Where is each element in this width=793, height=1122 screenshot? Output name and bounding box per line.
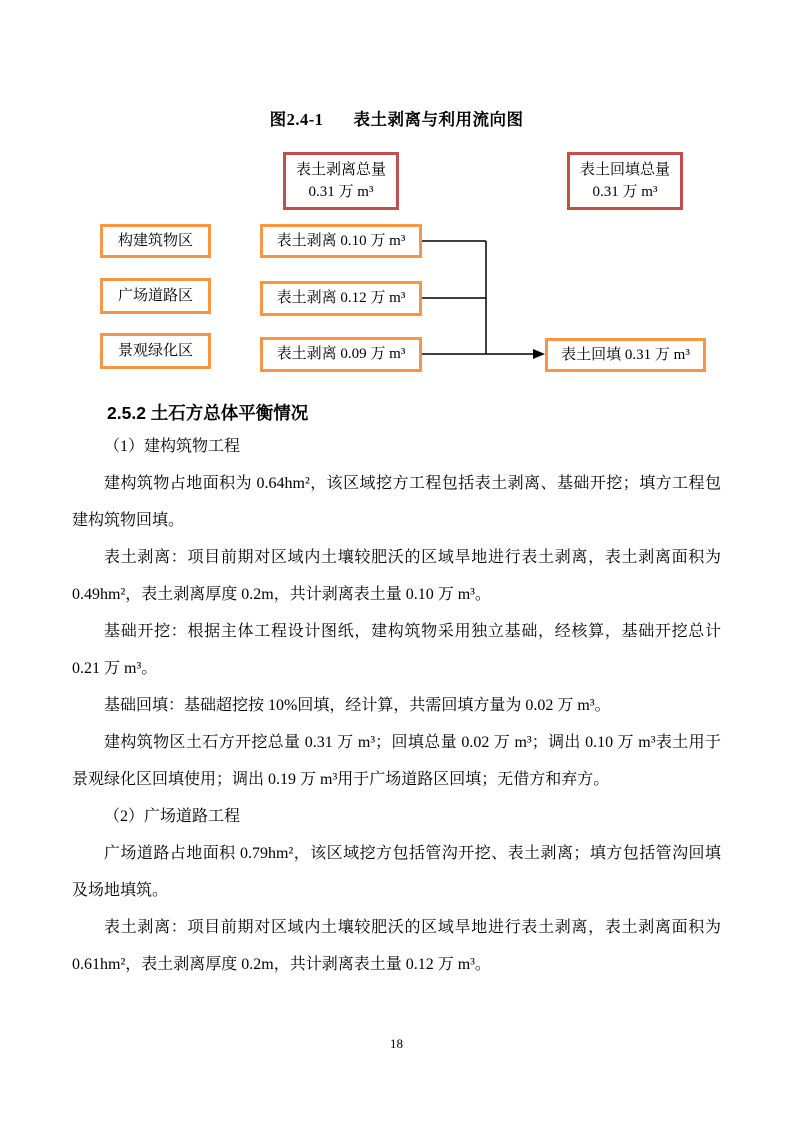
figure-title: 表土剥离与利用流向图 bbox=[353, 110, 524, 129]
paragraph: 基础开挖：根据主体工程设计图纸，建构筑物采用独立基础，经核算，基础开挖总计 0.21 万 m³。 bbox=[72, 623, 721, 677]
paragraph: 表土剥离：项目前期对区域内土壤较肥沃的区域旱地进行表土剥离，表土剥离面积为 0.61hm²，表土剥离厚度 0.2m，共计剥离表土量 0.12 万 m³。 bbox=[72, 919, 721, 973]
flow-box-strip-landscape bbox=[260, 337, 422, 372]
flow-diagram bbox=[72, 152, 721, 384]
flow-box-backfill-label: 表土回填 0.31 万 m³ bbox=[561, 346, 690, 363]
flow-box-zone-plaza-label: 广场道路区 bbox=[117, 287, 193, 304]
flow-box-strip-total-label: 表土剥离总量 0.31 万 m³ bbox=[296, 161, 387, 200]
flow-box-backfill-total-label: 表土回填总量 0.31 万 m³ bbox=[580, 161, 671, 200]
paragraph: 基础回填：基础超挖按 10%回填，经计算，共需回填方量为 0.02 万 m³。 bbox=[104, 697, 611, 714]
flow-box-backfill-total bbox=[567, 152, 683, 210]
flow-box-strip-building bbox=[260, 224, 422, 258]
flow-box-strip-plaza-label: 表土剥离 0.12 万 m³ bbox=[276, 290, 406, 307]
paragraph: 表土剥离：项目前期对区域内土壤较肥沃的区域旱地进行表土剥离，表土剥离面积为 0.49hm²，表土剥离厚度 0.2m，共计剥离表土量 0.10 万 m³。 bbox=[72, 549, 721, 603]
flow-box-zone-building bbox=[100, 224, 211, 258]
paragraph: 建构筑物占地面积为 0.64hm²，该区域挖方工程包括表土剥离、基础开挖；填方工程包建构筑物回填。 bbox=[72, 475, 721, 529]
flow-box-strip-landscape-label: 表土剥离 0.09 万 m³ bbox=[276, 346, 406, 363]
subsection-title: （1）建构筑物工程 bbox=[104, 438, 241, 455]
flow-box-backfill bbox=[545, 338, 706, 372]
subsection-title: （2）广场道路工程 bbox=[104, 808, 241, 825]
flow-box-zone-landscape-label: 景观绿化区 bbox=[117, 342, 193, 359]
figure-label: 图2.4-1 bbox=[269, 110, 324, 129]
flow-box-strip-building-label: 表土剥离 0.10 万 m³ bbox=[276, 232, 406, 249]
arrowhead-icon bbox=[533, 349, 545, 359]
flow-box-strip-plaza bbox=[260, 281, 422, 316]
flow-box-zone-building-label: 构建筑物区 bbox=[117, 232, 193, 249]
figure-caption bbox=[72, 0, 721, 130]
section-heading: 2.5.2 土石方总体平衡情况 bbox=[107, 403, 309, 423]
page-number: 18 bbox=[390, 1036, 403, 1051]
flow-box-zone-landscape bbox=[100, 333, 211, 369]
paragraph: 广场道路占地面积 0.79hm²，该区域挖方包括管沟开挖、表土剥离；填方包括管沟回填及场地填筑。 bbox=[72, 845, 721, 899]
flow-box-zone-plaza bbox=[100, 278, 211, 314]
paragraph: 建构筑物区土石方开挖总量 0.31 万 m³；回填总量 0.02 万 m³；调出 0.10 万 m³表土用于景观绿化区回填使用；调出 0.19 万 m³用于广场道路区回填；无借方和弃方。 bbox=[72, 734, 721, 788]
flow-box-strip-total bbox=[283, 152, 399, 210]
